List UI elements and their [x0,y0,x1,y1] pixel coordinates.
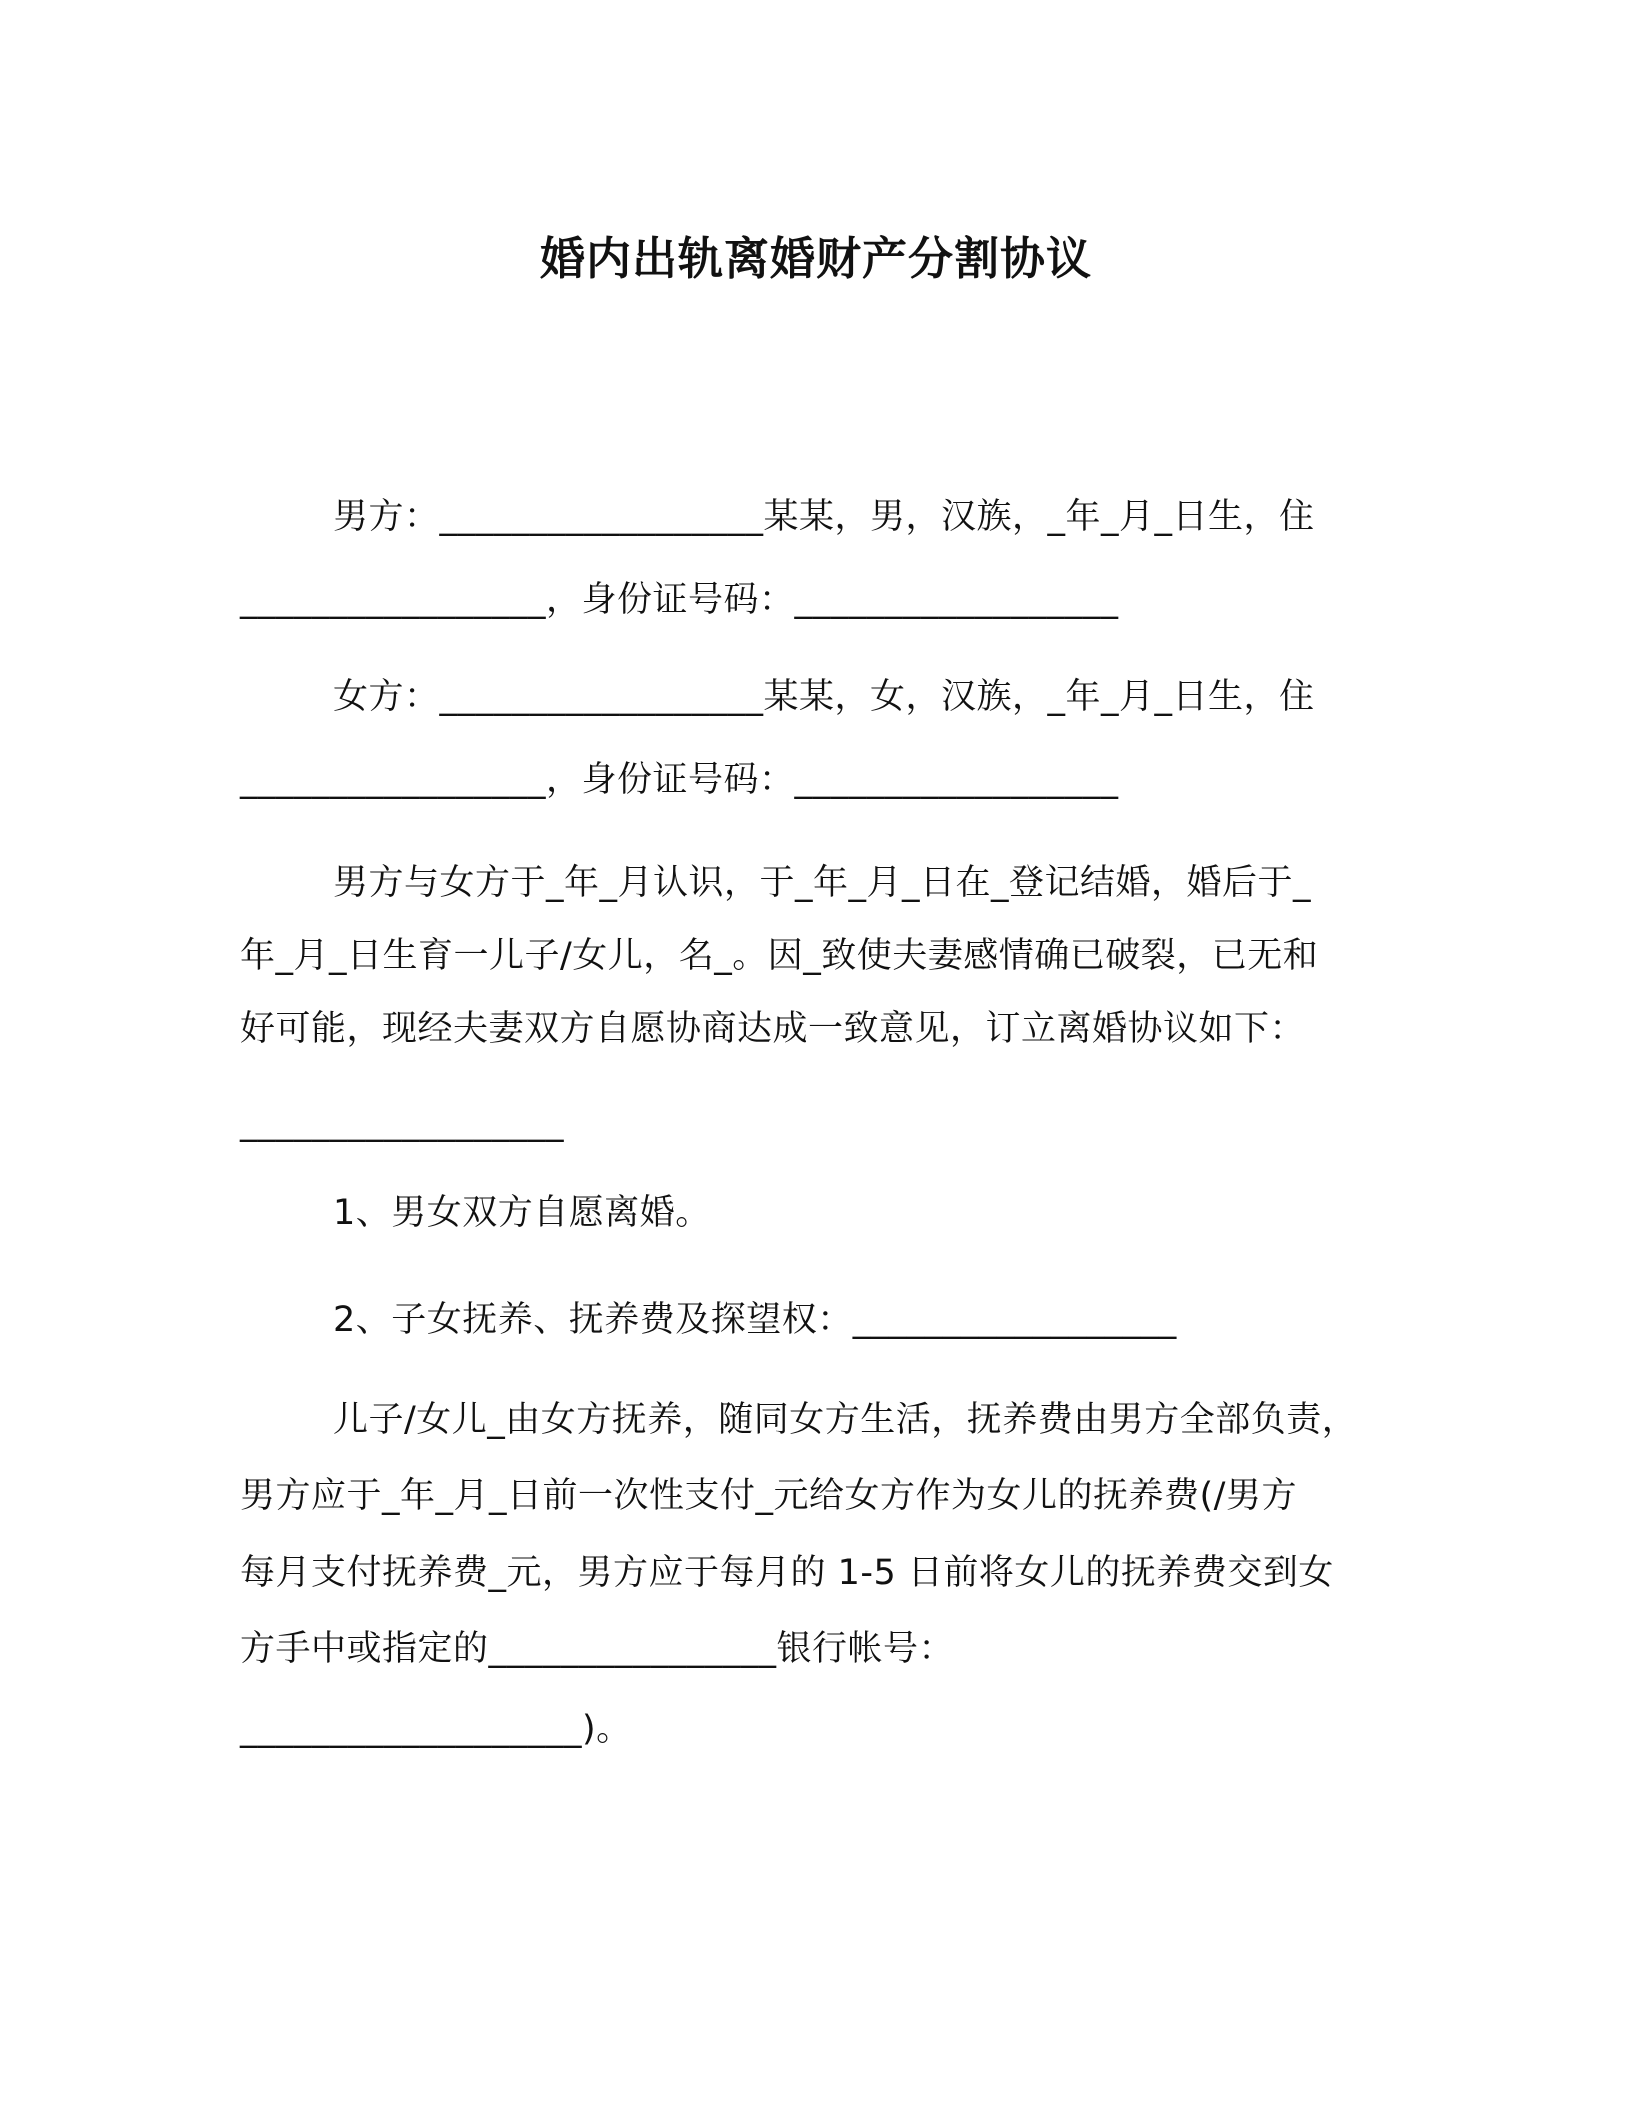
blank-line: __________________ [240,1103,564,1143]
female-party-line: 女方：__________________某某，女，汉族，_年_月_日生，住 [333,677,1315,717]
background-paragraph-line: 年_月_日生育一儿子/女儿，名_。因_致使夫妻感情确已破裂，已无和 [240,936,1319,976]
background-paragraph-line: 男方与女方于_年_月认识，于_年_月_日在_登记结婚，婚后于_ [333,863,1312,903]
male-party-line: 男方：__________________某某，男，汉族，_年_月_日生，住 [333,497,1315,537]
document-title: 婚内出轨离婚财产分割协议 [539,232,1092,285]
custody-paragraph-line: 方手中或指定的________________银行帐号： [240,1629,955,1669]
background-paragraph-line: 好可能，现经夫妻双方自愿协商达成一致意见，订立离婚协议如下： [240,1009,1306,1049]
clause-1: 1、男女双方自愿离婚。 [333,1193,711,1233]
male-party-line-cont: _________________，身份证号码：__________________ [240,580,1119,620]
clause-2: 2、子女抚养、抚养费及探望权：__________________ [333,1300,1177,1340]
custody-paragraph-line: 每月支付抚养费_元，男方应于每月的 1-5 日前将女儿的抚养费交到女 [240,1553,1334,1593]
female-party-line-cont: _________________，身份证号码：__________________ [240,760,1119,800]
custody-paragraph-line: 儿子/女儿_由女方抚养，随同女方生活，抚养费由男方全部负责， [333,1400,1358,1440]
custody-paragraph-line: ___________________)。 [240,1709,632,1749]
custody-paragraph-line: 男方应于_年_月_日前一次性支付_元给女方作为女儿的抚养费(/男方 [240,1476,1297,1516]
